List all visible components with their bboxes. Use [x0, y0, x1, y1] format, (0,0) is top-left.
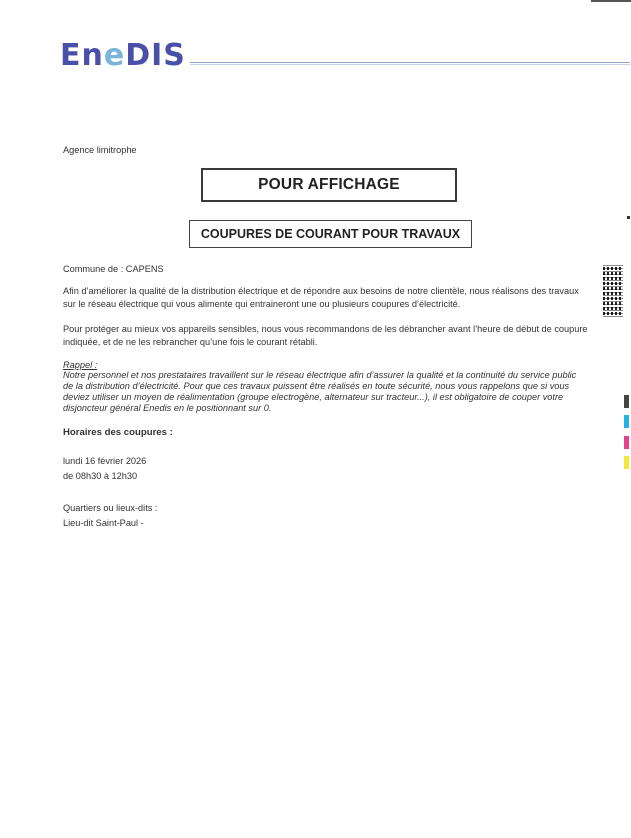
coupures-title-box: COUPURES DE COURANT POUR TRAVAUX [189, 220, 472, 248]
header-rule [190, 62, 630, 63]
registration-yellow-mark [624, 456, 629, 469]
registration-black-mark [624, 395, 629, 408]
rappel-title: Rappel : [63, 360, 98, 370]
qr-code-texture [603, 265, 623, 317]
enedis-logo [60, 38, 186, 73]
horaires-title: Horaires des coupures : [63, 427, 173, 438]
logo-part-1: En [60, 38, 104, 73]
logo-part-2: e [103, 38, 126, 73]
agence-label: Agence limitrophe [63, 145, 137, 155]
lieu-dit: Lieu-dit Saint-Paul - [63, 518, 144, 528]
coupure-time: de 08h30 à 12h30 [63, 471, 138, 481]
logo-part-3: DIS [125, 38, 186, 73]
scan-edge-mark [591, 0, 631, 2]
rappel-text: Notre personnel et nos prestataires travaillent sur le réseau électrique afin d’assurer la qualité et la continuité du service public de la distribution d’électricité. Pour que ces travaux puissent être réalisés en toute sécurité, nous vous rappelons que si vous deviez utiliser un moyen de réalimentation (groupe electrogène, alternateur sur tracteur...), il est obligatoire de couper votre disjoncteur général Enedis en le positionnant sur 0. [63, 370, 577, 413]
header-rule-secondary [190, 64, 630, 65]
quartiers-title: Quartiers ou lieux-dits : [63, 503, 158, 513]
registration-cyan-mark [624, 415, 629, 428]
commune-line: Commune de : CAPENS [63, 264, 164, 274]
pour-affichage-banner: POUR AFFICHAGE [201, 168, 457, 202]
protection-paragraph: Pour protéger au mieux vos appareils sensibles, nous vous recommandons de les débrancher avant l’heure de début de coupure indiquée, et de ne les rebrancher qu’une fois le courant rétabli. [63, 324, 588, 347]
scan-dot [627, 216, 630, 219]
registration-magenta-mark [624, 436, 629, 449]
intro-paragraph: Afin d’améliorer la qualité de la distribution électrique et de répondre aux besoins de notre clientèle, nous réalisons des travaux sur le réseau électrique qui vous alimente qui entraineront une ou plusieurs coupures d’électricité. [63, 286, 579, 309]
coupure-date: lundi 16 février 2026 [63, 456, 147, 466]
